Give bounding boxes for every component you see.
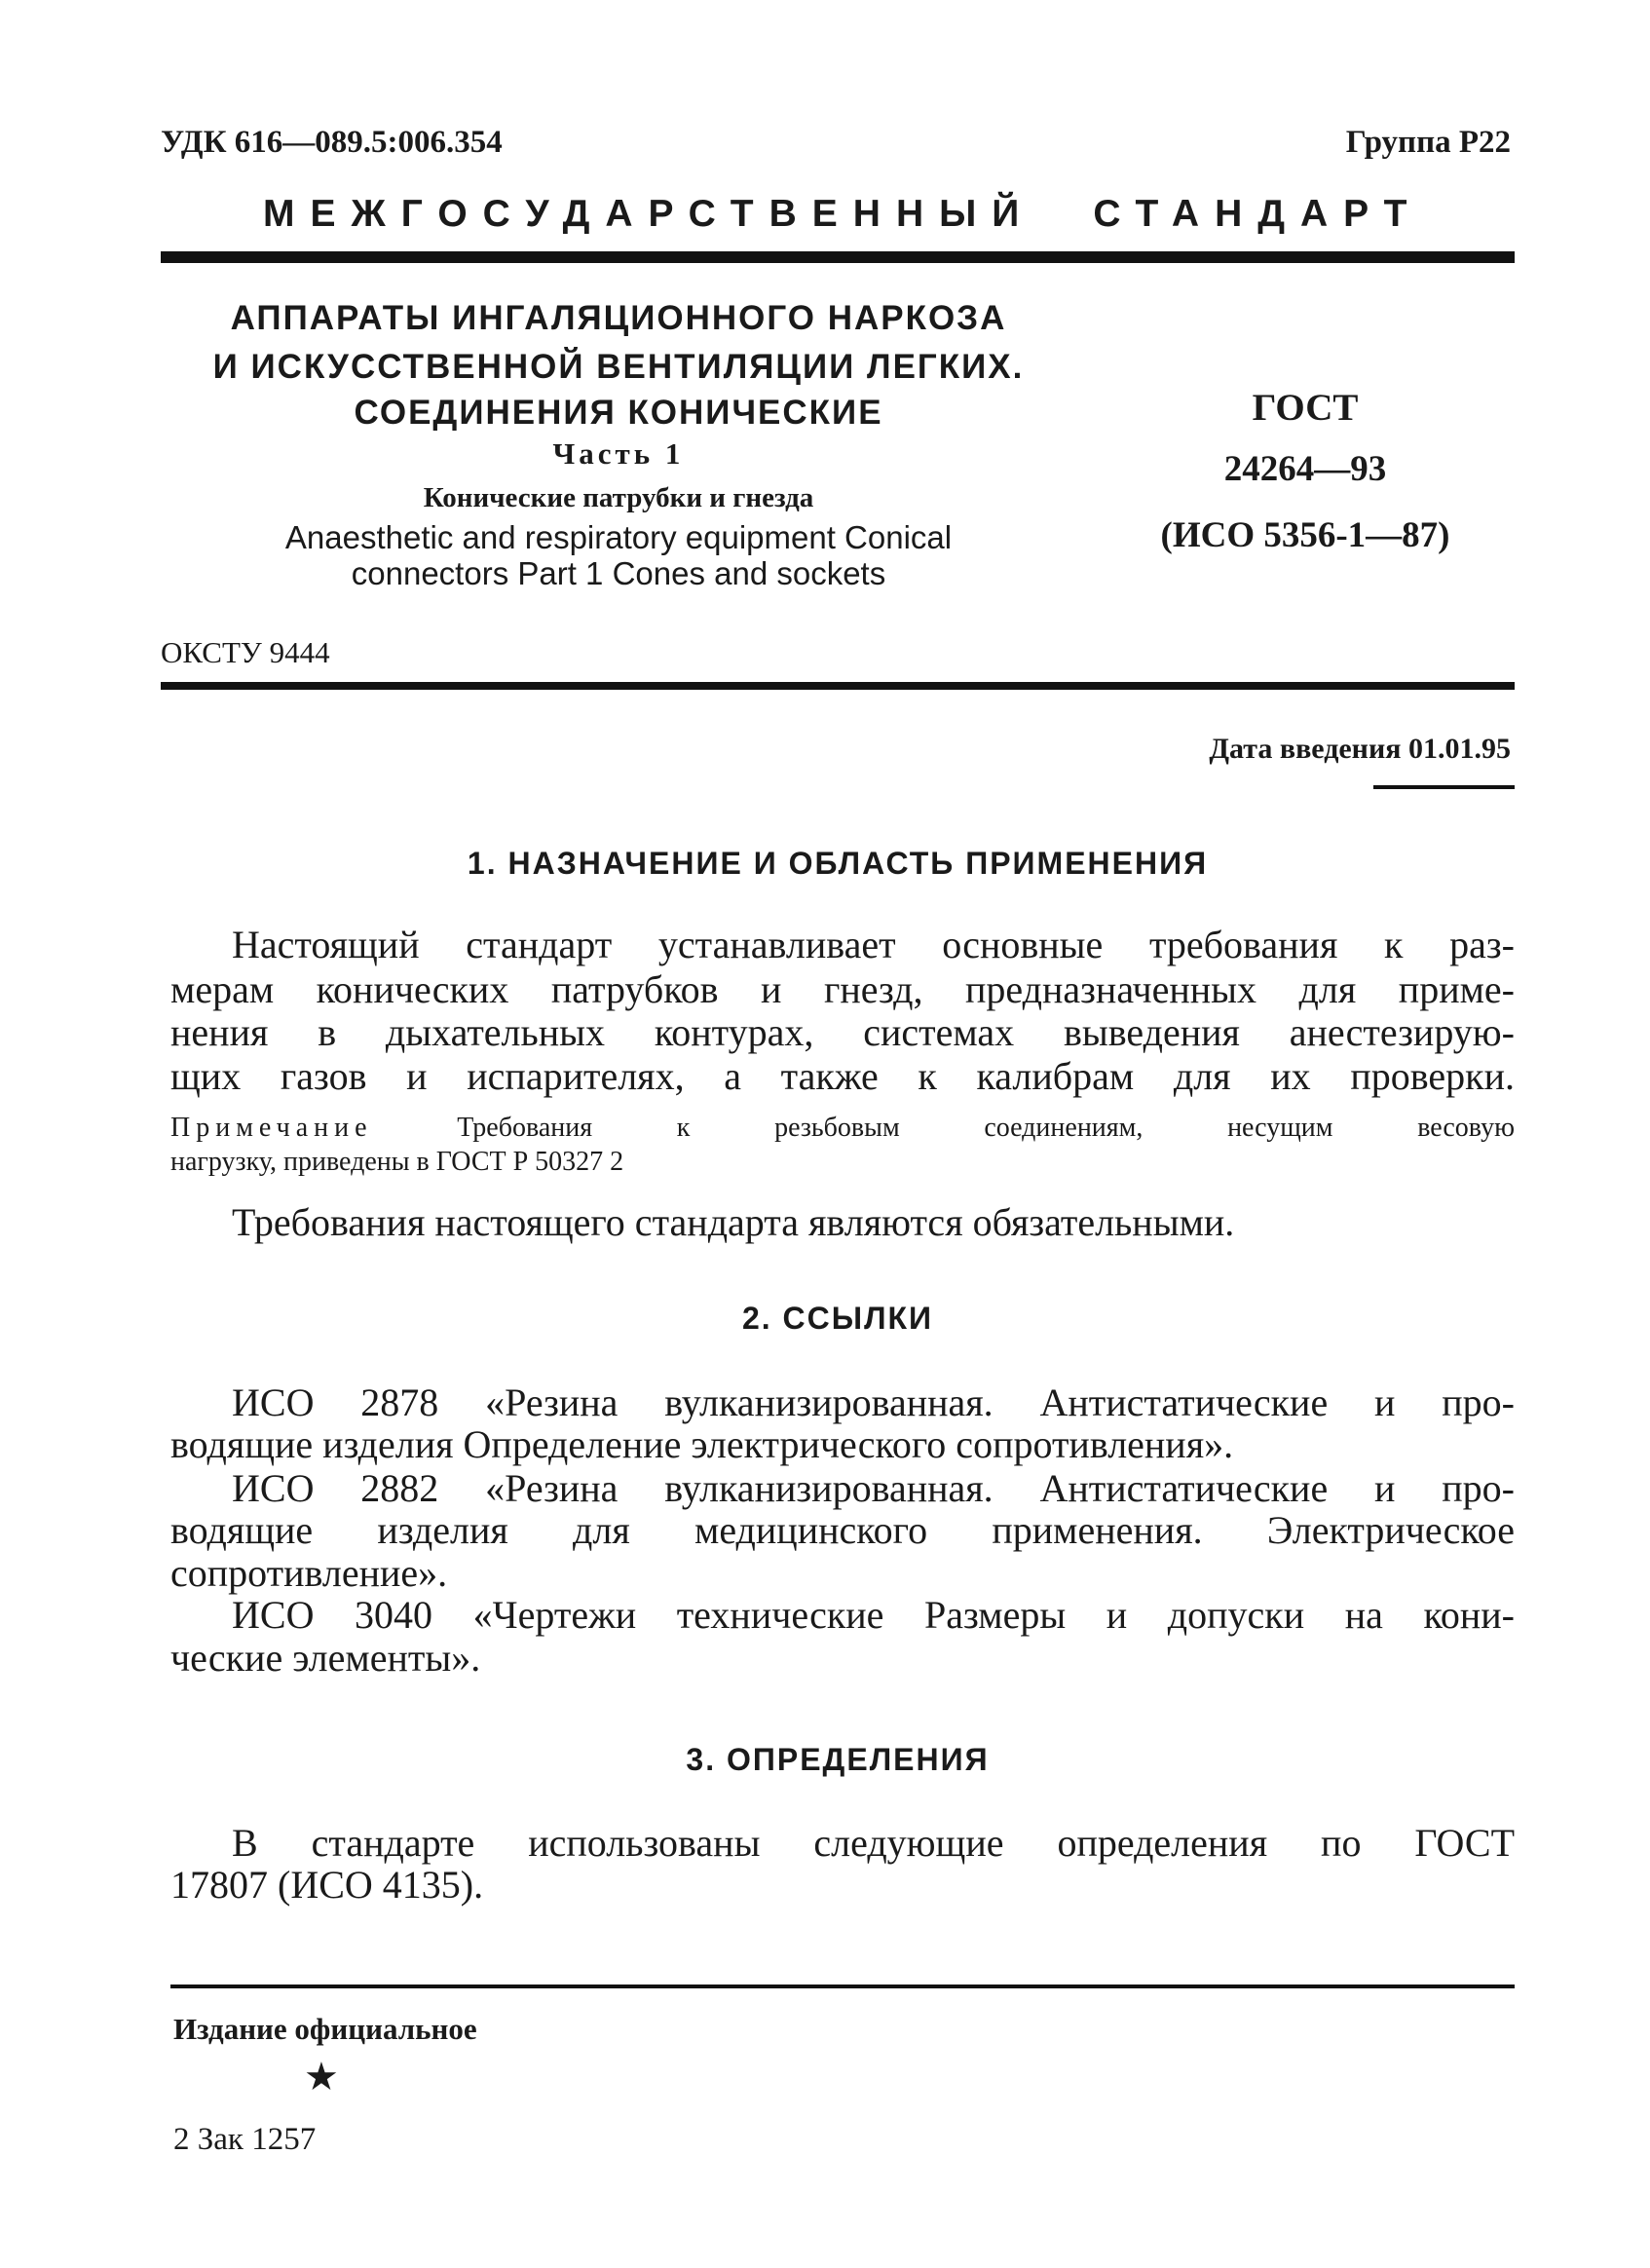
standard-category xyxy=(263,193,1423,236)
reference-line: ческие элементы». xyxy=(170,1636,481,1680)
group-code: Группа Р22 xyxy=(1345,125,1511,160)
official-edition-label: Издание официальное xyxy=(173,2012,477,2046)
category-word-standard: СТАНДАРТ xyxy=(1093,193,1423,235)
okstu-code: ОКСТУ 9444 xyxy=(161,635,330,669)
introduction-date: Дата введения 01.01.95 xyxy=(1209,733,1511,765)
section-1-text-line: нения в дыхательных контурах, системах выведения анестезирую- xyxy=(170,1010,1515,1054)
category-word-interstate: МЕЖГОСУДАРСТВЕННЫЙ xyxy=(263,193,1035,235)
part-subtitle: Конические патрубки и гнезда xyxy=(423,482,814,513)
note-line-2: нагрузку, приведены в ГОСТ Р 50327 2 xyxy=(170,1147,624,1177)
note-label: Примечание xyxy=(170,1113,373,1143)
title-line-2: И ИСКУССТВЕННОЙ ВЕНТИЛЯЦИИ ЛЕГКИХ. xyxy=(212,348,1025,386)
header-rule xyxy=(161,251,1515,263)
gost-number: 24264—93 xyxy=(1223,449,1387,489)
date-underline xyxy=(1373,785,1515,789)
part-number: Часть 1 xyxy=(552,436,685,471)
title-line-1: АППАРАТЫ ИНГАЛЯЦИОННОГО НАРКОЗА xyxy=(230,299,1007,337)
section-1-text-line: щих газов и испарителях, а также к калибрам для их проверки. xyxy=(170,1054,1515,1098)
section-2-heading: 2. ССЫЛКИ xyxy=(741,1301,934,1336)
section-1-heading: 1. НАЗНАЧЕНИЕ И ОБЛАСТЬ ПРИМЕНЕНИЯ xyxy=(467,846,1209,881)
section-1-text-line: мерам конических патрубков и гнезд, предназначенных для приме- xyxy=(170,967,1515,1011)
mandatory-statement: Требования настоящего стандарта являются обязательными. xyxy=(232,1200,1235,1244)
reference-line: водящие изделия Определение электрического сопротивления». xyxy=(170,1422,1234,1466)
gost-label: ГОСТ xyxy=(1252,387,1359,429)
title-line-3: СОЕДИНЕНИЯ КОНИЧЕСКИЕ xyxy=(354,394,883,432)
star-icon: ★ xyxy=(304,2055,339,2098)
section-3-heading: 3. ОПРЕДЕЛЕНИЯ xyxy=(686,1742,990,1777)
reference-line: ИСО 2882 «Резина вулканизированная. Антистатические и про- xyxy=(232,1466,1515,1510)
english-title-line-2: connectors Part 1 Cones and sockets xyxy=(351,555,886,591)
english-title-line-1: Anaesthetic and respiratory equipment Conical xyxy=(284,519,953,555)
udk-code: УДК 616—089.5:006.354 xyxy=(161,125,503,160)
note-text: Требования к резьбовым соединениям, несущим весовую xyxy=(457,1113,1515,1143)
section-3-text-line: 17807 (ИСО 4135). xyxy=(170,1863,484,1907)
footer-rule xyxy=(170,1984,1515,1988)
iso-equivalent: (ИСО 5356-1—87) xyxy=(1160,515,1450,555)
reference-line: сопротивление». xyxy=(170,1551,448,1595)
reference-line: ИСО 3040 «Чертежи технические Размеры и допуски на кони- xyxy=(232,1593,1515,1637)
section-3-text-line: В стандарте использованы следующие определения по ГОСТ xyxy=(232,1821,1515,1865)
reference-line: ИСО 2878 «Резина вулканизированная. Антистатические и про- xyxy=(232,1380,1515,1424)
section-1-text-line: Настоящий стандарт устанавливает основные требования к раз- xyxy=(232,923,1515,966)
order-number: 2 Зак 1257 xyxy=(173,2122,317,2157)
reference-line: водящие изделия для медицинского применения. Электрическое xyxy=(170,1508,1515,1552)
title-block-rule xyxy=(161,682,1515,690)
note-line-1 xyxy=(170,1113,1515,1144)
